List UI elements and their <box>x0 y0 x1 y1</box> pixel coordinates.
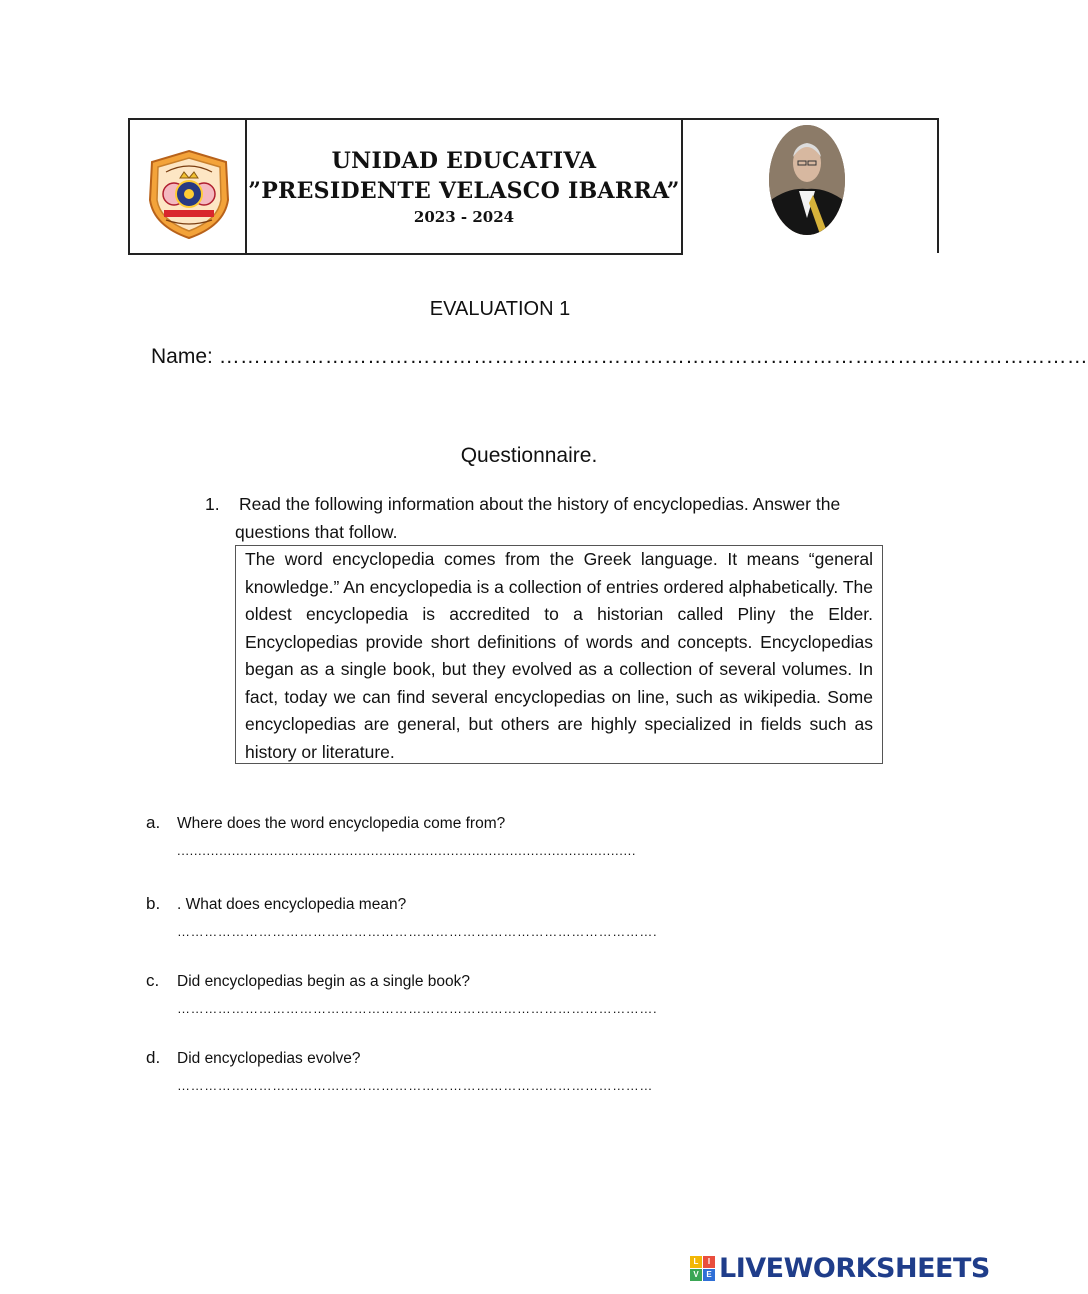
liveworksheets-wordmark: LIVEWORKSHEETS <box>719 1253 990 1284</box>
evaluation-title: EVALUATION 1 <box>429 298 571 320</box>
question-text: Where does the word encyclopedia come from? <box>177 815 506 832</box>
school-year: 2023 - 2024 <box>413 208 515 226</box>
answer-field[interactable]: ............................................................................................................. <box>177 843 637 858</box>
question-letter: c. <box>146 971 160 990</box>
question-text: . What does encyclopedia mean? <box>177 896 407 913</box>
mark-letter-v: V <box>690 1269 702 1281</box>
school-crest-icon <box>144 148 234 240</box>
school-header <box>128 118 940 254</box>
question-letter: d. <box>146 1048 161 1067</box>
school-crest-cell <box>128 118 246 255</box>
liveworksheets-logo[interactable] <box>690 1253 990 1284</box>
name-input-line[interactable]: …………………………………………………………………………………………………………… <box>218 345 1088 368</box>
answer-field[interactable]: ……………………………………………………………………………………………. <box>177 924 658 939</box>
instruction-text: Read the following information about the history of encyclopedias. Answer the questions that follow. <box>235 494 841 542</box>
section-title: Questionnaire. <box>460 444 598 467</box>
question-letter: a. <box>146 813 161 832</box>
instruction-number: 1. <box>205 494 220 514</box>
answer-field[interactable]: …………………………………………………………………………………………… <box>177 1078 653 1093</box>
liveworksheets-mark-icon <box>690 1256 716 1282</box>
name-field[interactable] <box>151 345 1088 369</box>
name-label: Name: <box>151 345 213 368</box>
mark-letter-i: I <box>703 1256 715 1268</box>
portrait-cell <box>681 118 939 253</box>
question-letter: b. <box>146 894 161 913</box>
school-title-cell <box>245 118 683 255</box>
mark-letter-l: L <box>690 1256 702 1268</box>
school-name-line1: UNIDAD EDUCATIVA <box>331 148 597 174</box>
school-name-line2: ”PRESIDENTE VELASCO IBARRA” <box>248 178 680 204</box>
question-text: Did encyclopedias begin as a single book? <box>177 973 470 990</box>
question-text: Did encyclopedias evolve? <box>177 1050 361 1067</box>
president-portrait-icon <box>767 123 847 237</box>
mark-letter-e: E <box>703 1269 715 1281</box>
answer-field[interactable]: ……………………………………………………………………………………………. <box>177 1001 658 1016</box>
reading-passage: The word encyclopedia comes from the Greek language. It means “general knowledge.” An encyclopedia is a collection of entries ordered alphabetically. The oldest encyclopedia is accredited to a historian called Pliny the Elder. Encyclopedias provide short definitions of words and concepts. Encyclopedias began as a single book, but they evolved as a collection of several volumes. In fact, today we can find several encyclopedias on line, such as wikipedia. Some encyclopedias are general, but others are highly specialized in fields such as history or literature. <box>235 545 883 764</box>
instruction <box>205 490 885 546</box>
